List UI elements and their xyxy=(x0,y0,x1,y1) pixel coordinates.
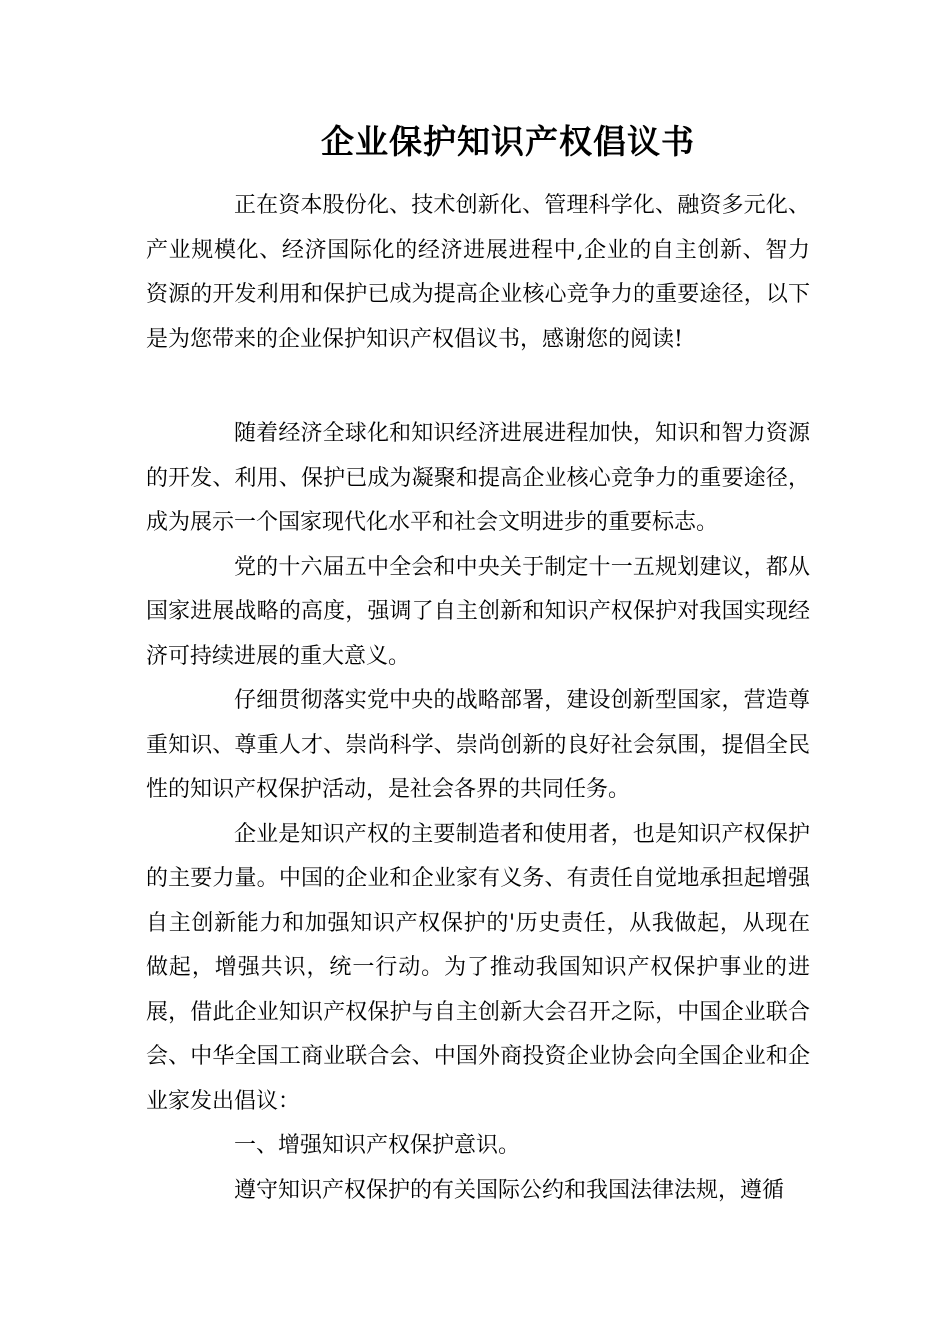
paragraph-5: 遵守知识产权保护的有关国际公约和我国法律法规，遵循 xyxy=(234,1177,785,1203)
section-heading-1: 一、增强知识产权保护意识。 xyxy=(234,1133,521,1158)
paragraph-4: 企业是知识产权的主要制造者和使用者，也是知识产权保护的主要力量。中国的企业和企业家有义务、有责任自觉地承担起增强自主创新能力和加强知识产权保护的'历史责任，从我做起，从现在做起，增强共识，统一行动。为了推动我国知识产权保护事业的进展，借此企业知识产权保护与自主创新大会召开之际，中国企业联合会、中华全国工商业联合会、中国外商投资企业协会向全国企业和企业家发出倡议： xyxy=(146,821,810,1114)
intro-block xyxy=(146,184,810,362)
paragraph-2: 党的十六届五中全会和中央关于制定十一五规划建议，都从国家进展战略的高度，强调了自主创新和知识产权保护对我国实现经济可持续进展的重大意义。 xyxy=(146,554,810,669)
document-title: 企业保护知识产权倡议书 xyxy=(321,122,695,161)
paragraph-3: 仔细贯彻落实党中央的战略部署，建设创新型国家，营造尊重知识、尊重人才、崇尚科学、崇尚创新的良好社会氛围，提倡全民性的知识产权保护活动，是社会各界的共同任务。 xyxy=(146,688,810,802)
body-block xyxy=(146,412,810,1213)
intro-paragraph: 正在资本股份化、技术创新化、管理科学化、融资多元化、产业规模化、经济国际化的经济进展进程中,企业的自主创新、智力资源的开发利用和保护已成为提高企业核心竞争力的重要途径，以下是为您带来的企业保护知识产权倡议书，感谢您的阅读! xyxy=(146,193,810,352)
paragraph-1: 随着经济全球化和知识经济进展进程加快，知识和智力资源的开发、利用、保护已成为凝聚和提高企业核心竞争力的重要途径，成为展示一个国家现代化水平和社会文明进步的重要标志。 xyxy=(146,421,810,535)
